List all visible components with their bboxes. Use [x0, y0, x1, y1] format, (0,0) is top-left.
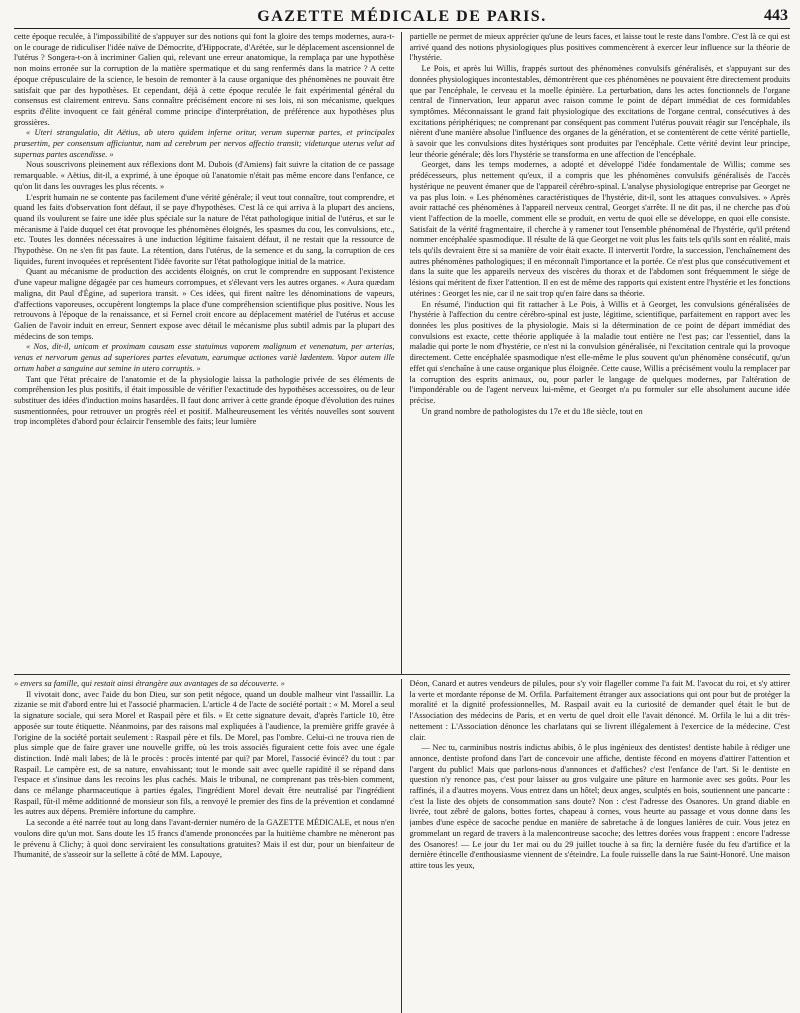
paragraph: Georget, dans les temps modernes, a adopté et développé l'idée fondamentale de Willis; comme ses prédécesseurs, plus nettement qu'eux, il a compris que les phénomènes convulsifs généralisés de l'accès hystérique ne peuvent émaner que de l'appareil cérébro-spinal. L'analyse physiologique entreprise par Georget ne va pas plus loin. « Les phénomènes caractéristiques de l'hystérie, dit-il, sont les attaques convulsives. » Après avoir rattaché ces phénomènes à l'appareil nerveux central, Georget s'arrête. Il ne dit pas, il ne cherche pas d'où vient l'affection de la moelle, comment elle se produit, en vertu de quoi elle se développe, en quoi elle consiste. Satisfait de la vérité fragmentaire, il cherche à y ramener tout l'ensemble phénoménal de l'hystérie, qu'il prétend nommer encéphalée spasmodique. Il résulte de là que Georget ne voit plus les faits tels qu'ils sont en réalité, mais tels qu'ils devraient être si sa manière de voir était exacte. Il intervertit l'ordre, la succession, l'enchaînement des autres phénomènes pathologiques; il en méconnaît l'importance et la portée. Ce n'est plus que consécutivement et dans la suite que les appareils nerveux des viscères du thorax et de l'abdomen sont fréquemment le siége de lésions qui méritent de fixer l'attention. Il en est de même des rapports qui existent entre l'hystérie et les fonctions utérines : Georget les nie, car il ne sait trop qu'en faire dans sa théorie. — [409, 160, 790, 298]
feuilleton — [14, 679, 790, 1013]
lower-right-column — [410, 679, 791, 1013]
paragraph: Quant au mécanisme de production des accidents éloignés, on crut le comprendre en supposant l'existence d'une vapeur maligne dégagée par ces humeurs corrompues, et s'élevant vers les autres organes. « Aura quædam maligna, dit Paul d'Égine, ad superiora transit. » Ces idées, qui firent naître les dénominations de vapeurs, d'affections vaporeuses, occupèrent longtemps la place d'une compréhension scientifique plus positive. Nous les retrouvons à l'époque de la renaissance, et si Fernel croit encore au déplacement matériel de l'utérus et accuse Galien de l'avoir induit en erreur, Sennert expose avec détail le mécanisme plus subtil admis par la plupart des médecins de son temps. — [14, 267, 395, 341]
paragraph: Tant que l'état précaire de l'anatomie et de la physiologie laissa la pathologie privée de ses éléments de compréhension les plus positifs, il était impossible de vérifier l'exactitude des hypothèses accessoires, ou de leur substituer des idées d'induction moins hasardées. Il faut donc arriver à cette grande époque d'évolution des ruines susmentionnées, pour retrouver un progrès réel et positif. Malheureusement les vérités nouvelles sont souvent trop incomplètes d'abord pour éclaircir l'ensemble des faits; leur lumière — [14, 374, 395, 427]
upper-left-column — [14, 32, 402, 674]
paragraph: En résumé, l'induction qui fit rattacher à Le Pois, à Willis et à Georget, les convulsions généralisées de l'hystérie à l'affection du centre cérébro-spinal est juste, légitime, scientifique, parfaitement en rapport avec les données les plus positives de la physiologie. Mais si la détermination de ce point de départ immédiat des convulsions est exacte, cette théorie appliquée à la maladie tout entière ne l'est pas; car l'essentiel, dans la maladie qui porte le nom d'hystérie, ce n'est ni la convulsion généralisée, ni l'excitation centrale qui la provoque directement. Cette encéphalée spasmodique n'est elle-même le plus souvent qu'un phénomène consécutif, qu'un effet qui s'enchaîne à une cause organique plus éloignée. Cette cause, Willis a précisément voulu la remplacer par la corruption des esprits animaux, ou, pour parler le langage de quelques modernes, par l'altération de l'impondérable ou de l'agent nerveux lui-même, et Georget n'a pu formuler sur elle absolument aucune idée précise. — [409, 299, 790, 405]
quote-aetius: « Uteri strangulatio, dit Aëtius, ab utero quidem inferne oritur, verum supernæ partes, et principales præsertim, per consensum afficiuntur, nam ad cerebrum per nervos affectio transit; videturque uterus velut ad supernas partes ascendisse. » — [14, 128, 395, 159]
paragraph: partielle ne permet de mieux apprécier qu'une de leurs faces, et laisse tout le reste dans l'ombre. C'est là ce qui est arrivé quand des notions physiologiques plus positives commencèrent à exercer leur influence sur la théorie de l'hystérie. — [409, 32, 790, 63]
page-number: 443 — [764, 7, 788, 24]
paragraph: Nous souscrivons pleinement aux réflexions dont M. Dubois (d'Amiens) fait suivre la citation de ce passage remarquable. « Aëtius, dit-il, a exprimé, à une époque où l'anatomie n'était pas même encore dans l'enfance, ce qu'on lit dans les ouvrages les plus récents. » — [14, 160, 395, 191]
paragraph: Le Pois, et après lui Willis, frappés surtout des phénomènes convulsifs généralisés, et s'appuyant sur des données physiologiques incontestables, démontrèrent que ces phénomènes ne pouvaient être directement produits que par l'encéphale, le cerveau et la moelle épinière. La perturbation, dans les actes fonctionnels de l'organe central de l'innervation, leur apparut avec raison comme le point de départ immédiat de ces formidables symptômes. Méconnaissant le grand fait physiologique des excitations de l'organe central, consécutives à des excitations périphériques; ne comprenant par conséquent pas comment l'utérus pouvait réagir sur l'encéphale, ils nièrent d'une manière absolue l'influence des organes de la génération, et se contentèrent de cette vérité partielle, à savoir que les convulsions dites hystériques sont produites par l'encéphale. Cette vérité devint leur principe, leur théorie générale; dès lors l'hystérie se transforma en une affection de l'encéphale. — [409, 64, 790, 159]
paragraph: Il vivotait donc, avec l'aide du bon Dieu, sur son petit négoce, quand un double malheur vint l'assaillir. La zizanie se mit d'abord entre lui et l'associé pharmacien. L'article 4 de l'acte de société portait : « M. Morel a seul la signature sociale, qui sera Morel et Raspail père et fils. » Et cette signature devait, d'après l'article 10, être apposée sur toute étiquette. Néanmoins, par des raisons mal expliquées à l'audience, la première griffe gravée à l'origine de la société portait seulement : Raspail père et fils. De Morel, pas l'ombre. Celui-ci ne trouva rien de plus simple que de faire graver une nouvelle griffe, où les trois associés figuraient cette fois avec une égale distinction. Indè mali labes; de là le procès : procès intenté par qui? par Morel, l'associé évincé? du tout : par Raspail. Le campère est, de sa nature, envahissant; tout le monde sait avec quelle rapidité il se répand dans l'espace et s'insinue dans les recoins les plus cachés. Mais le tribunal, ne comprenant pas très-bien comment, dans ce mélange pharmaceutique à parties égales, l'ingrédient Morel devait être neutralisé par l'ingrédient Raspail, fût-il même additionné de monsieur son fils, a renvoyé le premier des fins de la prévention et condamné les autres aux dépens. Première infortune du camphre. — [14, 689, 395, 817]
lower-left-column — [14, 679, 402, 1013]
paragraph: — Nec tu, carminibus nostris indictus abibis, ô le plus ingénieux des dentistes! dentiste habile à rédiger une annonce, dentiste profond dans l'art de concevoir une affiche, dentiste fécond en moyens d'attirer l'attention et l'argent du public! Mais que parlons-nous d'annonces et d'affiches? c'est l'enfance de l'art. Si le dentiste en question n'y renonce pas, c'est pour laisser au gros vulgaire une pâture en harmonie avec ses goûts. Pour les raffinés, il a d'autres moyens. Vous entrez dans un hôtel; deux anges, sculptés en bois, soutiennent une pancarte : c'est la liste des objets de consommation sans doute? Non : c'est l'adresse des Osanores. Un grand diable en livrée, tout zébré de galons, bottes fortes, chapeau à cornes, vous heurte au passage et vous donne dans les jambes d'une espèce de sacoche pendue en manière de sabretache à de longues lanières de cuir. Vous jetez en grommelant un regard de travers à la malencontreuse sacoche; des lettres dorées vous frappent : encore l'adresse des Osanores! — Le jour du 1er mai ou du 29 juillet touche à sa fin; la dernière fusée du feu d'artifice et la dernière étincelle d'enthousiasme viennent de s'éteindre. La foule ruisselle dans la rue Saint-Honoré. Une maison attire tous les yeux, — [409, 743, 790, 870]
paragraph: cette époque reculée, à l'impossibilité de s'appuyer sur des notions qui font la gloire des temps modernes, aura-t-on le courage de ridiculiser l'idée naïve de Démocrite, d'Hippocrate, d'Arétée, sur le déplacement ascensionnel de l'utérus ? Songera-t-on à incriminer Galien qui, relevant une erreur anatomique, la remplaça par une hypothèse non moins erronée sur la corruption de la matière spermatique et du sang renfermés dans la matrice ? A cette époque crépusculaire de la science, le besoin de remonter à la cause organique des phénomènes ne pouvait être satisfait que par des hypothèses. Et cependant, déjà à cette époque reculée le fait expérimental général du consensus est clairement entrevu. Sans connaître précisément encore ni ses lois, ni son mécanisme, quelques esprits d'élite invoquent ce fait général comme principe d'interprétation, de préférence aux hypothèses plus grossières. — [14, 32, 395, 127]
paragraph: Un grand nombre de pathologistes du 17e et du 18e siècle, tout en — [421, 406, 643, 416]
paragraph: » envers sa famille, qui restait ainsi étrangère aux avantages de sa découverte. » — [14, 679, 285, 688]
journal-title: GAZETTE MÉDICALE DE PARIS. — [257, 8, 547, 25]
paragraph: Déon, Canard et autres vendeurs de pilules, pour s'y voir flageller comme l'a fait M. l'avocat du roi, et s'y attirer la verte et mordante réponse de M. Orfila. Parfaitement étranger aux associations qui ont pour but de protéger la moralité et la dignité professionnelles, M. Raspail avait eu la curiosité de demander quel était le but de l'Association des médecins de Paris, et en vertu de quel droit elle l'avait dénoncé. M. Orfila le lui a dit très-nettement : L'Association dénonce les charlatans qui se livrent illégalement à l'exercice de la médecine. C'est clair. — [409, 679, 790, 742]
page-header — [14, 6, 790, 29]
quote-sennert: « Nos, dit-il, unicam et proximam causam esse statuimus vaporem malignum et venenatum, per arterias, venas et nervorum genus ad superiores partes elevatum, earumque actiones variè lædentem. Vapor autem ille ortum habet a sanguine aut semine in utero corruptis. » — [14, 342, 395, 373]
paragraph: La seconde a été narrée tout au long dans l'avant-dernier numéro de la GAZETTE MÉDICALE, et nous n'en voulons dire qu'un mot. Sans doute les 15 francs d'amende prononcées par la huitième chambre ne mèneront pas le prévenu à Clichy; à quoi donc serviraient les consultations gratuites? Mais il est dur, pour un bienfaiteur de l'humanité, de s'asseoir sur la sellette à côté de MM. Lapouye, — [14, 818, 395, 860]
upper-right-column — [410, 32, 791, 674]
paragraph: L'esprit humain ne se contente pas facilement d'une vérité générale; il veut tout connaître, tout comprendre, et quand les faits d'observation font défaut, il se paye d'hypothèses. C'est là ce qui arriva à la plupart des anciens, quand ils voulurent se faire une idée plus spéciale sur la nature de l'état pathologique initial de l'utérus, et sur le mécanisme à l'aide duquel cet état provoque les phénomènes éloignés, les spasmes du cou, les convulsions, etc., etc. Toutes les données nécessaires à une induction légitime faisaient défaut, il ne restait que la ressource de l'hypothèse. On ne s'en fit pas faute. La rétention, dans l'utérus, de la semence et du sang, la corruption de ces liquides, furent invoquées et représentent l'idée favorite sur l'état pathologique initial de la matrice. — [14, 192, 395, 266]
upper-article — [14, 32, 790, 675]
